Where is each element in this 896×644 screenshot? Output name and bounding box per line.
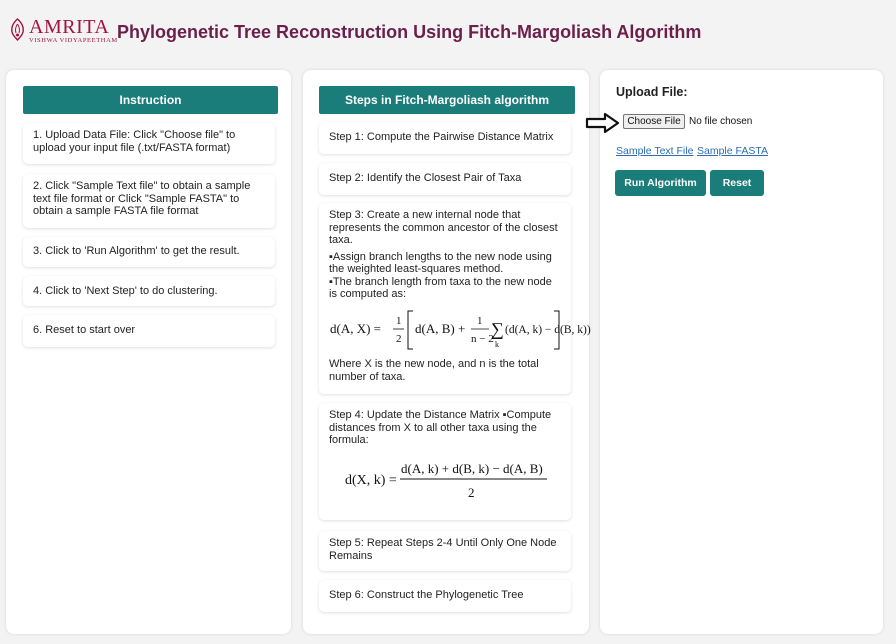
step3-where: Where X is the new node, and n is the total number of taxa. (329, 358, 539, 383)
step-text: Step 5: Repeat Steps 2-4 Until Only One Node Remains (329, 537, 557, 562)
step-card (319, 403, 571, 520)
step-text: Step 1: Compute the Pairwise Distance Matrix (329, 131, 554, 143)
branch-length-formula (329, 307, 591, 351)
logo-subtitle: VISHWA VIDYAPEETHAM (29, 37, 118, 44)
svg-text:2: 2 (468, 484, 475, 500)
step-text: Step 2: Identify the Closest Pair of Taxa (329, 172, 522, 184)
instruction-item (23, 174, 275, 228)
steps-heading: Steps in Fitch-Margoliash algorithm (319, 86, 575, 114)
amrita-emblem-icon (8, 17, 27, 42)
upload-label: Upload File: (616, 85, 688, 99)
instruction-item-text: 6. Reset to start over (33, 324, 136, 336)
instruction-item-text: 3. Click to 'Run Algorithm' to get the result. (33, 245, 240, 257)
step4-text: Step 4: Update the Distance Matrix ▪Compute distances from X to all other taxa using the formula: (329, 409, 552, 446)
svg-text:d(A, B) +: d(A, B) + (415, 320, 466, 336)
distance-update-formula (345, 457, 550, 501)
instruction-item-text: 4. Click to 'Next Step' to do clustering. (33, 285, 218, 297)
instruction-item (23, 123, 275, 164)
step-card (319, 531, 571, 571)
step-text: Step 6: Construct the Phylogenetic Tree (329, 589, 524, 601)
sample-fasta-link[interactable]: Sample FASTA (697, 145, 768, 157)
amrita-logo (8, 17, 118, 45)
svg-text:n − 2: n − 2 (471, 332, 494, 345)
instruction-heading: Instruction (23, 86, 278, 114)
svg-text:∑: ∑ (491, 318, 504, 339)
instruction-item (23, 315, 275, 347)
svg-text:1: 1 (396, 314, 402, 327)
step-card (319, 163, 571, 195)
step-card (319, 580, 571, 612)
svg-text:d(A, X) =: d(A, X) = (330, 320, 382, 336)
instruction-item-text: 1. Upload Data File: Click "Choose file" to upload your input file (.txt/FASTA format) (33, 129, 236, 154)
step3-intro: Step 3: Create a new internal node that represents the common ancestor of the closest taxa. (329, 209, 558, 246)
sample-text-file-link[interactable]: Sample Text File (616, 145, 694, 157)
step-card (319, 122, 571, 154)
step-card (319, 203, 591, 394)
step3-bullet: ▪The branch length from taxa to the new node is computed as: (329, 275, 552, 300)
svg-text:d(A, k) + d(B, k) − d(A, B): d(A, k) + d(B, k) − d(A, B) (401, 460, 543, 476)
file-status-text: No file chosen (689, 116, 753, 127)
svg-text:(d(A, k) − d(B, k)): (d(A, k) − d(B, k)) (505, 323, 591, 336)
app-header (0, 0, 896, 62)
svg-text:k: k (495, 339, 499, 349)
instruction-item (23, 276, 275, 306)
logo-wordmark: AMRITA (29, 16, 110, 38)
page-title: Phylogenetic Tree Reconstruction Using Fitch-Margoliash Algorithm (117, 22, 702, 42)
instruction-item (23, 237, 275, 267)
instruction-item-text: 2. Click "Sample Text file" to obtain a sample text file format or Click "Sample FASTA" to obtain a sample FASTA file format (33, 180, 251, 217)
reset-button[interactable]: Reset (710, 170, 764, 196)
svg-text:d(X, k) =: d(X, k) = (345, 472, 397, 488)
step3-bullet: ▪Assign branch lengths to the new node using the weighted least-squares method. (329, 250, 552, 275)
choose-file-button[interactable]: Choose File (623, 114, 685, 129)
arrow-right-icon (586, 113, 620, 133)
svg-text:1: 1 (477, 314, 483, 327)
run-algorithm-button[interactable]: Run Algorithm (615, 170, 706, 196)
svg-text:2: 2 (396, 332, 402, 345)
